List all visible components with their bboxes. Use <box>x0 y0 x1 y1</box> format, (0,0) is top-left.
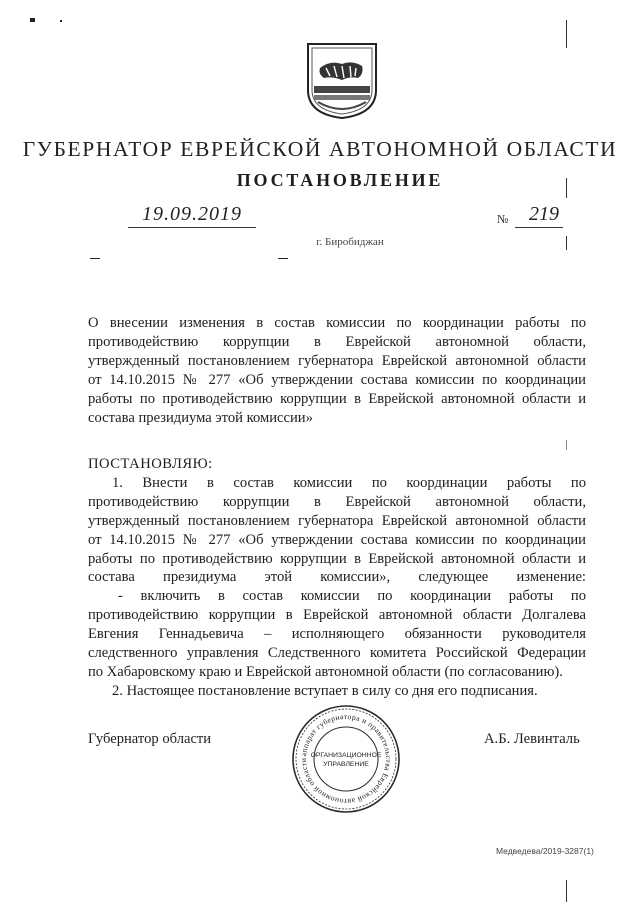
decree-line: противодействию коррупции в Еврейской автономной области Долгалева <box>88 607 586 624</box>
decree-line: противодействию коррупции в Еврейской автономной области, <box>88 493 586 510</box>
subject-line: утвержденный постановлением губернатора Еврейской автономной области <box>88 352 586 369</box>
number-label: № <box>497 212 509 226</box>
issuing-authority-title: ГУБЕРНАТОР ЕВРЕЙСКОЙ АВТОНОМНОЙ ОБЛАСТИ <box>22 137 618 161</box>
document-number: 219 <box>529 203 559 225</box>
decree-line: - включить в состав комиссии по координации работы по <box>118 588 586 605</box>
signer-name: А.Б. Левинталь <box>484 731 580 747</box>
official-stamp <box>290 703 402 815</box>
decree-line: утвержденный постановлением губернатора Еврейской автономной области <box>88 512 586 529</box>
decree-line: от 14.10.2015 № 277 «Об утверждении состава комиссии по координации <box>88 531 586 548</box>
decree-line: следственного управления Следственного комитета Российской Федерации <box>88 645 586 662</box>
stamp-ring-text: аппарат губернатора и правительства Еврейской автономной области <box>298 711 394 807</box>
document-subject <box>88 314 586 427</box>
document-date: 19.09.2019 <box>142 203 242 225</box>
city-name: г. Биробиджан <box>316 236 384 248</box>
scan-mark <box>60 20 62 22</box>
stamp-center-line: УПРАВЛЕНИЕ <box>323 761 369 768</box>
subject-line: состава президиума этой комиссии» <box>88 409 313 426</box>
decree-line: работы по противодействию коррупции в Еврейской автономной области и <box>88 550 586 567</box>
corner-mark <box>278 258 288 259</box>
decree-line: 2. Настоящее постановление вступает в силу со дня его подписания. <box>112 682 538 699</box>
decree-line: состава президиума этой комиссии», следующее изменение: <box>88 569 586 586</box>
document-type-title: ПОСТАНОВЛЕНИЕ <box>236 170 444 190</box>
margin-line <box>566 20 567 48</box>
corner-mark <box>90 258 100 259</box>
subject-line: работы по противодействию коррупции в Еврейской автономной области и <box>88 390 586 407</box>
number-underline <box>515 227 563 228</box>
decree-line: Евгения Геннадьевича – исполняющего обязанности руководителя <box>88 626 586 643</box>
scan-mark <box>30 18 35 22</box>
margin-line <box>566 440 567 450</box>
subject-line: противодействию коррупции в Еврейской автономной области, <box>88 333 586 350</box>
decree-label: ПОСТАНОВЛЯЮ: <box>88 456 213 472</box>
decree-body <box>88 455 586 701</box>
coat-of-arms-emblem <box>306 40 378 120</box>
executor-reference: Медведева/2019-3287(1) <box>496 846 594 856</box>
margin-line <box>566 880 567 902</box>
subject-line: от 14.10.2015 № 277 «Об утверждении состава комиссии по координации <box>88 371 586 388</box>
signer-position: Губернатор области <box>88 731 212 747</box>
subject-line: О внесении изменения в состав комиссии по координации работы по <box>88 315 586 331</box>
date-underline <box>128 227 256 228</box>
decree-line: 1. Внести в состав комиссии по координации работы по <box>112 474 586 491</box>
stamp-center-line: ОРГАНИЗАЦИОННОЕ <box>310 752 382 759</box>
decree-line: по Хабаровскому краю и Еврейской автономной области (по согласованию). <box>88 663 563 680</box>
